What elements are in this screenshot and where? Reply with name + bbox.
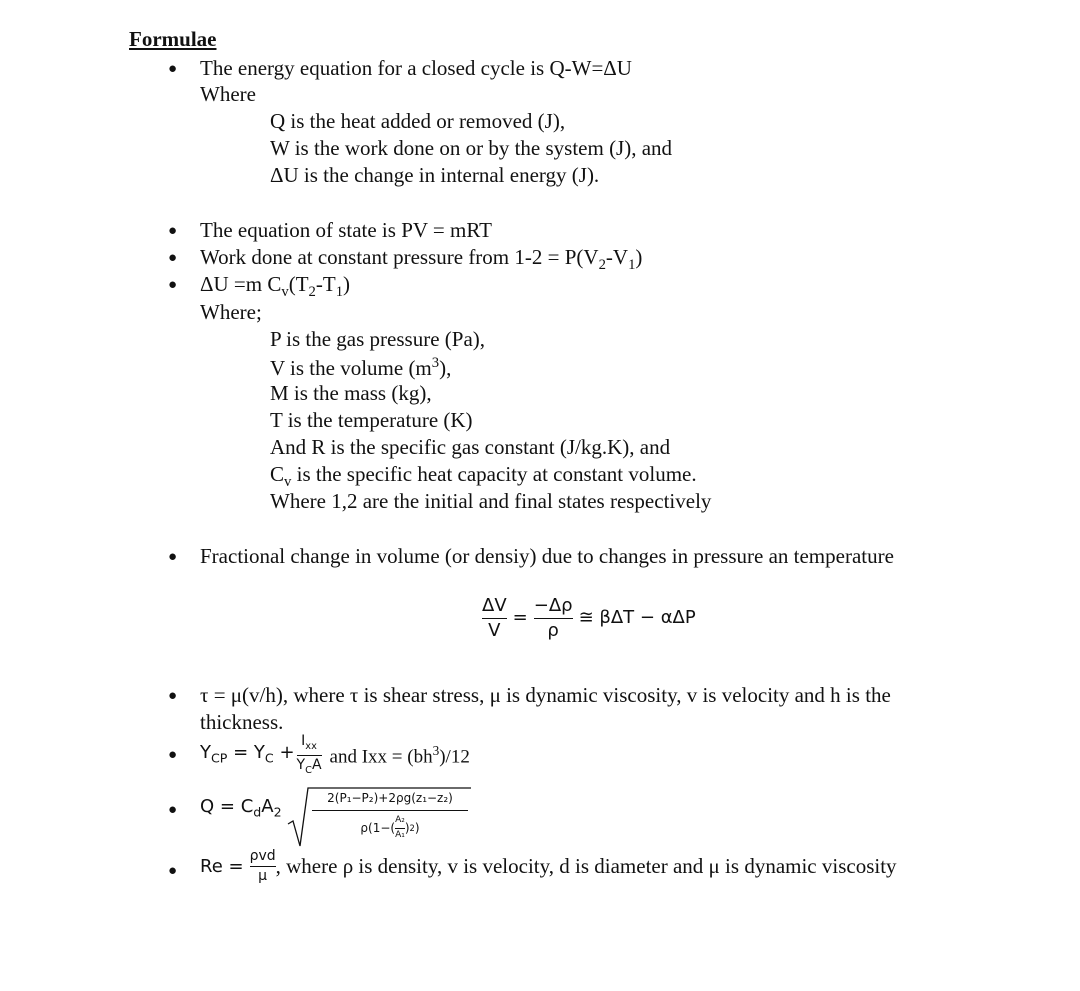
bullet-icon: ● <box>168 61 178 77</box>
energy-def-du: ΔU is the change in internal energy (J). <box>270 163 600 187</box>
internal-energy-line: ΔU =m $C_v(T_2-T_1)$ <box>200 272 351 301</box>
bullet-icon: ● <box>168 223 178 239</box>
fractional-change-formula: $\frac{\Delta V}{V}$ = $\frac{-\Delta\rho}{\rho}$ ≅ βΔT − αΔP <box>482 595 696 641</box>
def-temperature: T is the temperature (K) <box>270 408 473 432</box>
def-states: Where 1,2 are the initial and final states respectively <box>270 489 712 513</box>
state-where-label: Where; <box>200 300 262 324</box>
bullet-icon: ● <box>168 549 178 565</box>
fractional-change-line: Fractional change in volume (or densiy) due to changes in pressure an temperature <box>200 544 894 568</box>
ixx-over-ycA-fraction: $\frac{I_{xx}}{Y_CA}$ <box>296 733 322 776</box>
bullet-icon: ● <box>168 250 178 266</box>
reynolds-number-line: Re = $\frac{\text{ρvd}}{\mu}$ , where ρ is density, v is velocity, d is diameter and μ is dynamic viscosity <box>200 848 897 885</box>
energy-def-w: W is the work done on or by the system (J), and <box>270 136 673 160</box>
flow-rate-lhs: $Q = C_dA_2$ <box>200 796 282 820</box>
def-volume: V is the volume $(m^3)$, <box>270 355 452 380</box>
energy-where-label: Where <box>200 82 256 106</box>
energy-equation-line: The energy equation for a closed cycle is Q-W=ΔU <box>200 56 632 80</box>
def-pressure: P is the gas pressure (Pa), <box>270 327 486 351</box>
bullet-icon: ● <box>168 277 178 293</box>
page-title: Formulae <box>129 27 217 51</box>
def-gas-constant: And R is the specific gas constant (J/kg.K), and <box>270 435 671 459</box>
flow-rate-denominator: ρ(1−( $\frac{\text{A₂}}{\text{A₁}}$ ) 2 ) <box>360 815 420 840</box>
work-done-line: Work done at constant pressure from $1-2 = P(V_2-V_1)$ <box>200 245 643 274</box>
flow-rate-fraction-bar <box>312 810 468 811</box>
def-specific-heat: $C_v$ is the specific heat capacity at constant volume. <box>270 462 697 491</box>
rhovd-over-mu-fraction: $\frac{\text{ρvd}}{\mu}$ <box>249 848 276 885</box>
energy-def-q: Q is the heat added or removed (J), <box>270 109 566 133</box>
drho-over-rho-fraction: $\frac{-\Delta\rho}{\rho}$ <box>533 595 573 641</box>
bullet-icon: ● <box>168 863 178 879</box>
bullet-icon: ● <box>168 802 178 818</box>
flow-rate-numerator: 2(P₁−P₂)+2ρg(z₁−z₂) <box>327 791 453 805</box>
bullet-icon: ● <box>168 688 178 704</box>
equation-of-state-line: The equation of state is PV = mRT <box>200 218 492 242</box>
shear-stress-line-2: thickness. <box>200 710 284 734</box>
shear-stress-line: τ = μ(v/h), where τ is shear stress, μ is dynamic viscosity, v is velocity and h is the <box>200 683 891 707</box>
def-mass: M is the mass (kg), <box>270 381 432 405</box>
bullet-icon: ● <box>168 747 178 763</box>
dv-over-v-fraction: $\frac{\Delta V}{V}$ <box>482 595 507 641</box>
centre-of-pressure-formula: $Y_{CP} = Y_C$ + $\frac{I_{xx}}{Y_CA}$ and Ixx = $(bh^3)/12$ <box>200 733 470 776</box>
